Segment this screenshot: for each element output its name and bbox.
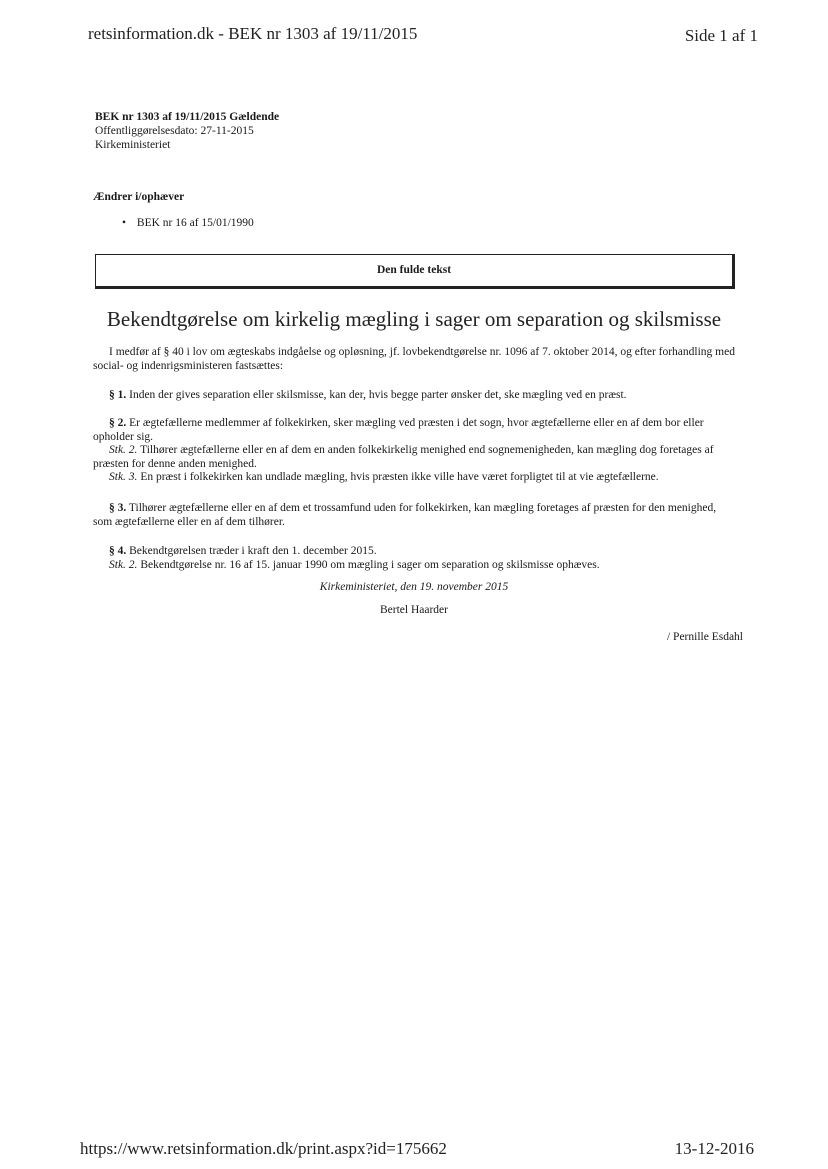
signature-official: / Pernille Esdahl [666,631,743,643]
section-4-label: § 4. [109,545,127,557]
full-text-box [95,254,735,289]
section-3-label: § 3. [109,502,127,514]
print-footer-url: https://www.retsinformation.dk/print.aspx?id=175662 [80,1139,447,1158]
changes-item-link[interactable]: BEK nr 16 af 15/01/1990 [136,217,254,229]
section-4-stk2-label: Stk. 2. [109,558,138,571]
signature-place-date-text: Kirkeministeriet, den 19. november 2015 [319,581,509,593]
changes-heading: Ændrer i/ophæver [93,191,185,203]
section-2-stk2-text: Tilhører ægtefællerne eller en af dem en anden folkekirkelig menighed end sognemenigheden, kan mægling dog foretages af præsten for denne anden menighed. [93,444,714,470]
section-2 [93,417,735,485]
section-2-stk2-label: Stk. 2. [109,444,138,456]
publication-date: Offentliggørelsesdato: 27-11-2015 [95,125,254,137]
ministry: Kirkeministeriet [95,139,171,151]
section-3 [93,502,735,529]
section-4 [93,545,735,572]
full-text-label: Den fulde tekst [376,264,452,276]
signature-minister: Bertel Haarder [379,604,448,616]
print-footer-date: 13-12-2016 [674,1139,754,1158]
section-1-text: Inden der gives separation eller skilsmisse, kan der, hvis begge parter ønsker det, ske mægling ved en præst. [129,389,627,401]
section-3-text: Tilhører ægtefællerne eller en af dem et trossamfund uden for folkekirken, kan mægling foretages af præsten for den menighed, som ægtefællerne eller en af dem tilhører. [93,502,717,528]
document-title: Bekendtgørelse om kirkelig mægling i sager om separation og skilsmisse [106,307,722,331]
section-4-text: Bekendtgørelsen træder i kraft den 1. december 2015. [129,545,377,557]
print-header-title: retsinformation.dk - BEK nr 1303 af 19/11/2015 [88,24,418,43]
intro-paragraph [93,346,735,373]
section-4-stk2-text: Bekendtgørelse nr. 16 af 15. januar 1990 om mægling i sager om separation og skilsmisse ophæves. [140,558,600,571]
section-2-text: Er ægtefællerne medlemmer af folkekirken, sker mægling ved præsten i det sogn, hvor ægtefællerne eller en af dem bor eller opholder sig. [93,417,704,443]
document-id-status: BEK nr 1303 af 19/11/2015 Gældende [95,111,280,123]
signature-place-date [93,581,735,595]
print-page-number: Side 1 af 1 [684,26,758,45]
section-1-label: § 1. [109,389,127,401]
section-2-stk3-text: En præst i folkekirken kan undlade mægling, hvis præsten ikke ville have været forpligtet til at vie ægtefællerne. [140,471,659,483]
intro-text: I medfør af § 40 i lov om ægteskabs indgåelse og opløsning, jf. lovbekendtgørelse nr. 1096 af 7. oktober 2014, og efter forhandling med social- og indenrigsministeren fastsættes: [93,346,735,372]
section-2-label: § 2. [109,417,127,429]
section-2-stk3-label: Stk. 3. [109,471,138,483]
document-meta [95,110,279,152]
section-1 [93,389,735,403]
changes-item[interactable] [122,216,254,230]
